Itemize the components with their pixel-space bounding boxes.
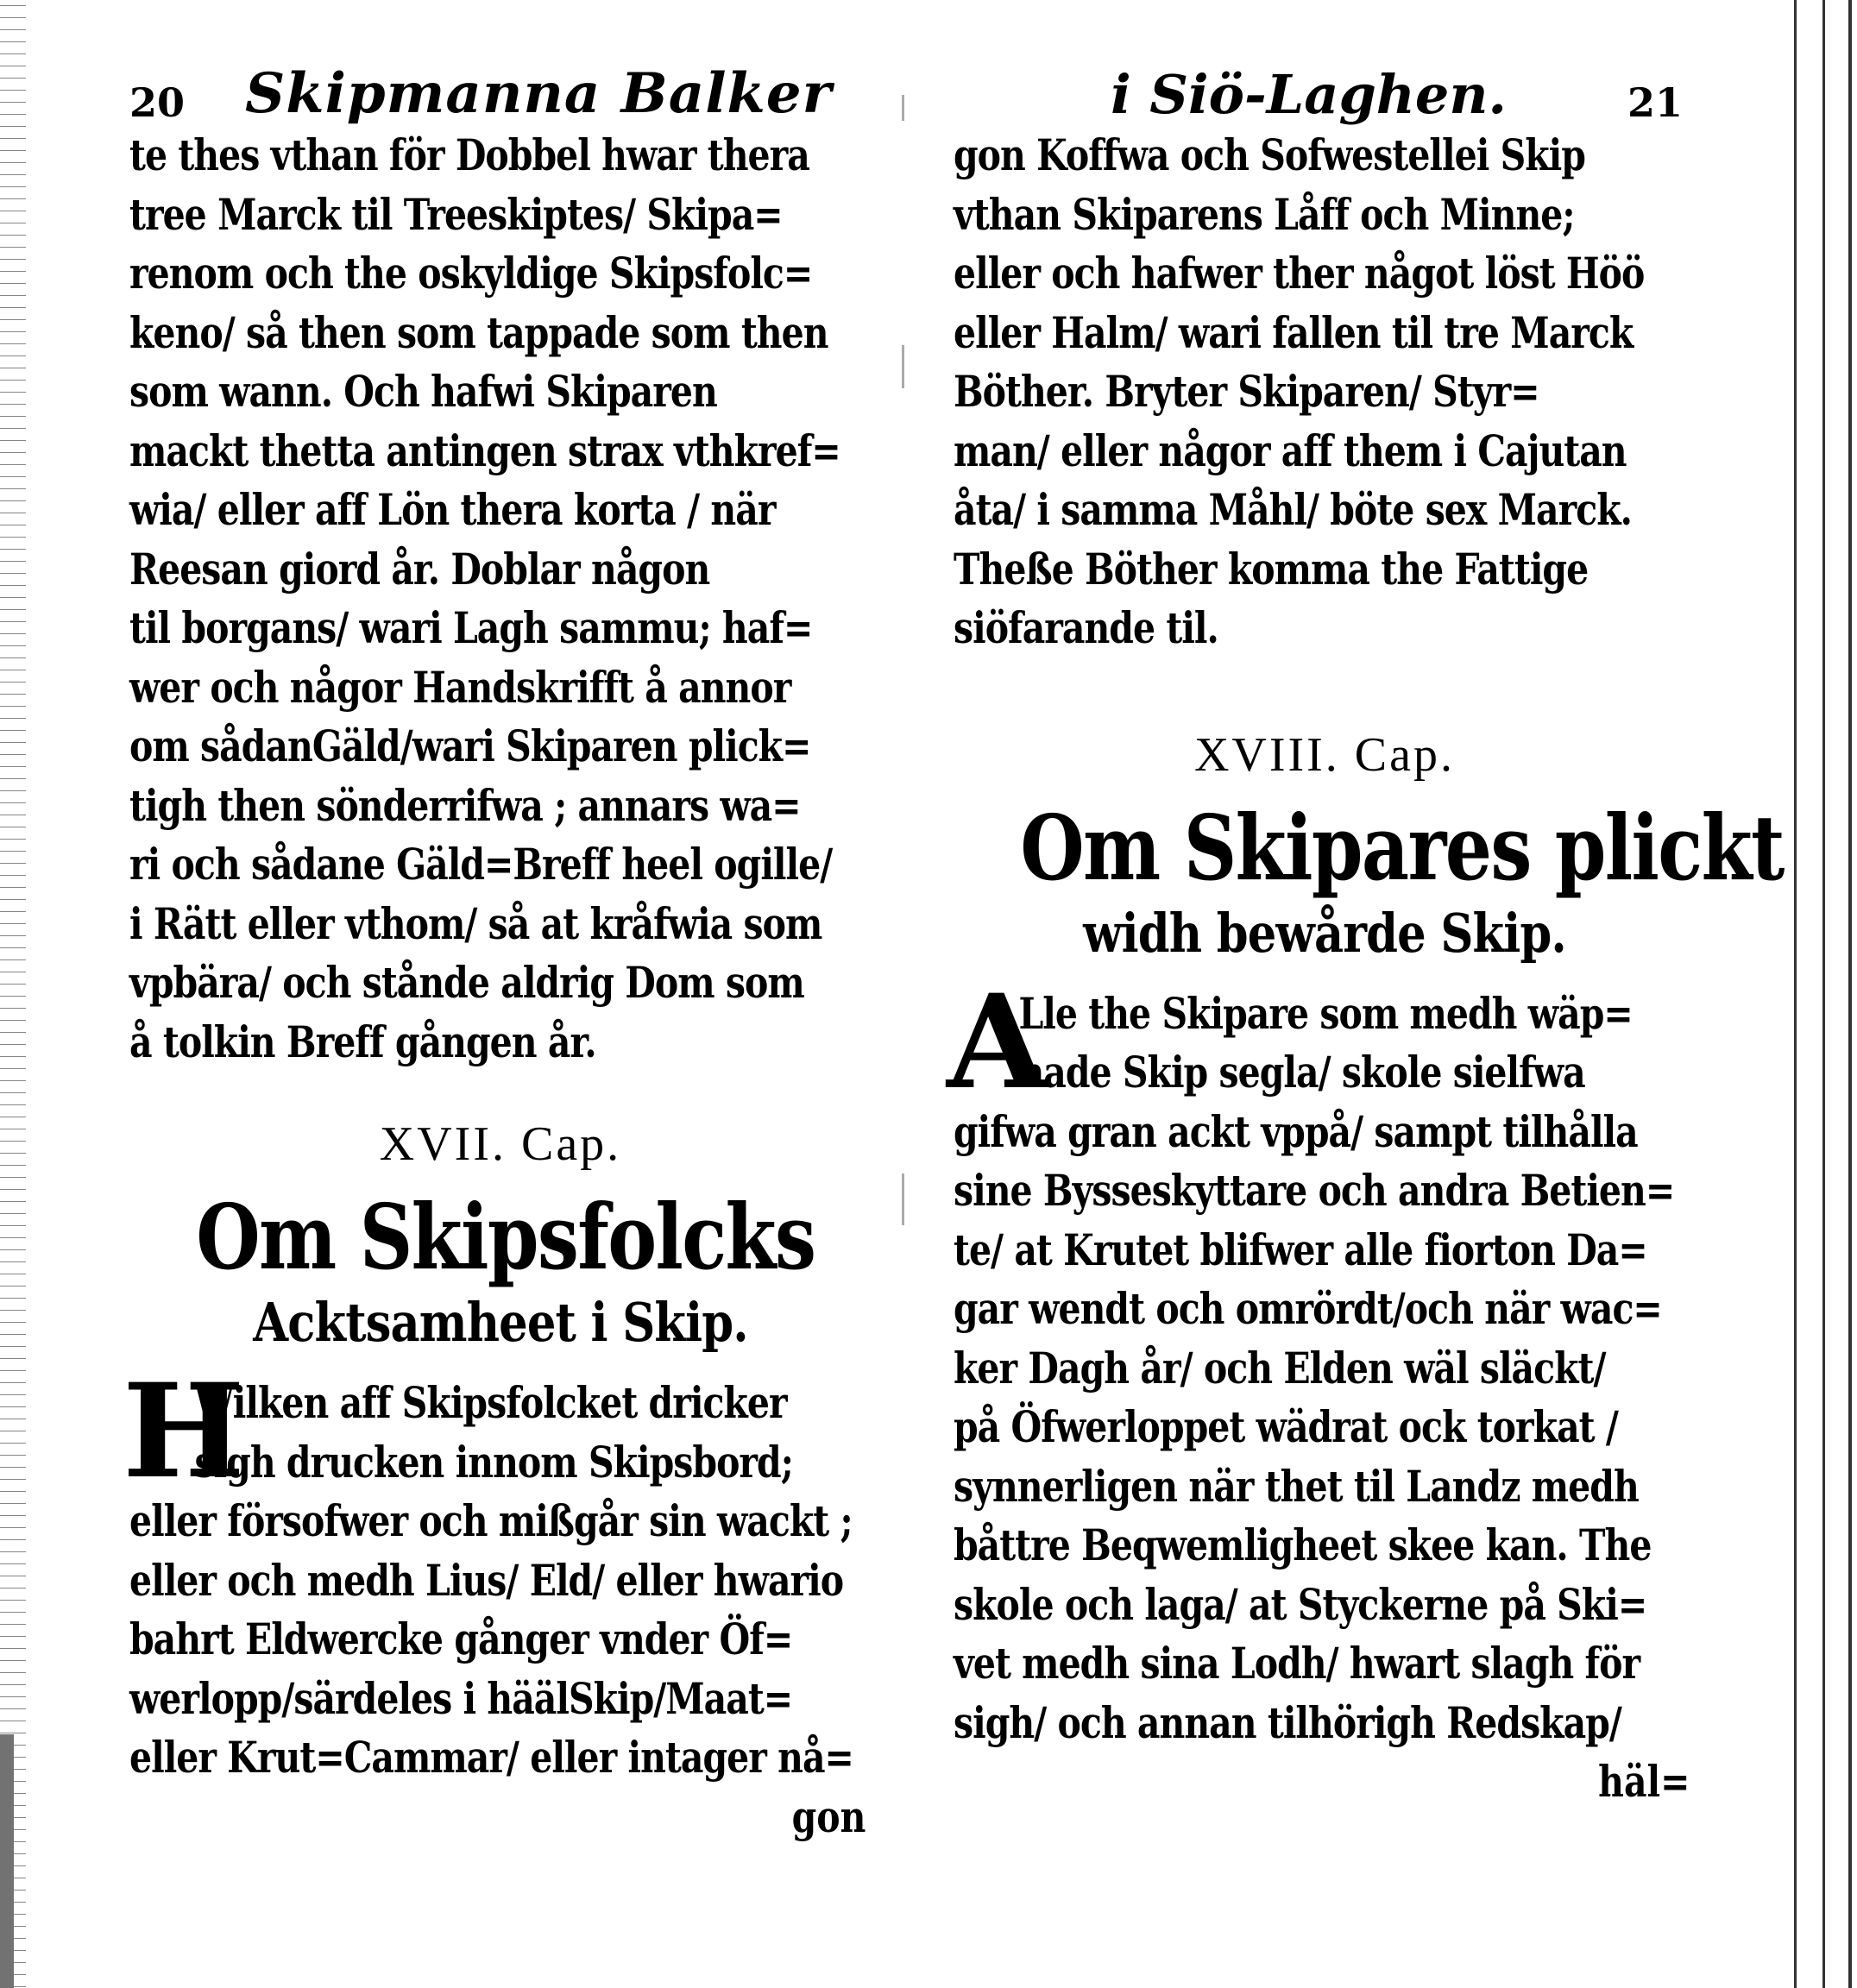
- text-line: tigh then sönderrifwa ; annars wa=: [129, 779, 801, 831]
- page-number: 20: [129, 79, 186, 126]
- gutter-mark: [902, 345, 904, 388]
- text-line: ri och sådane Gäld=Breff heel ogille/: [129, 839, 833, 890]
- text-block: [954, 126, 1696, 658]
- text-line: synnerligen när thet til Landz medh: [954, 1460, 1639, 1512]
- text-line: sigh/ och annan tilhörigh Redskap/: [954, 1696, 1621, 1748]
- chapter-body: [947, 966, 1696, 1753]
- chapter-title: Om Skipares plickt: [1020, 794, 1784, 901]
- text-line: te/ at Krutet blifwer alle fiorton Da=: [954, 1224, 1647, 1275]
- running-head: [129, 52, 872, 126]
- text-line: eller och hafwer ther något löst Höö: [954, 248, 1645, 299]
- text-line: vet medh sina Lodh/ hwart slagh för: [954, 1638, 1640, 1689]
- catchword: häl=: [1598, 1756, 1690, 1807]
- text-line: Theße Böther komma the Fattige: [954, 543, 1589, 595]
- text-line: man/ eller någor aff them i Cajutan: [954, 425, 1627, 476]
- text-line: werlopp/särdeles i häälSkip/Maat=: [129, 1672, 793, 1724]
- text-line: eller Krut=Cammar/ eller intager nå=: [129, 1732, 853, 1783]
- text-line: eller och medh Lius/ Eld/ eller hwario: [129, 1554, 844, 1606]
- text-line: som wann. Och hafwi Skiparen: [129, 366, 717, 417]
- text-line: wer och någor Handskrifft å annor: [129, 661, 791, 713]
- text-line: bahrt Eldwercke gånger vnder Öf=: [129, 1614, 793, 1664]
- text-line: Lle the Skipare som medh wäp=: [1018, 987, 1633, 1039]
- chapter-title: Om Skipsfolcks: [196, 1184, 815, 1290]
- text-line: skole och laga/ at Styckerne på Ski=: [954, 1578, 1647, 1630]
- text-line: tree Marck til Treeskiptes/ Skipa=: [129, 188, 783, 240]
- text-line: eller Halm/ wari fallen til tre Marck: [954, 306, 1634, 358]
- text-line: mackt thetta antingen strax vthkref=: [129, 425, 840, 476]
- page-number: 21: [1627, 79, 1683, 126]
- text-line: Böther. Bryter Skiparen/ Styr=: [954, 366, 1539, 417]
- text-line: Wilken aff Skipsfolcket dricker: [194, 1377, 787, 1428]
- chapter-number: XVII. Cap.: [379, 1117, 622, 1171]
- text-line: gar wendt och omrördt/och när wac=: [954, 1283, 1662, 1334]
- text-line: wia/ eller aff Lön thera korta / när: [129, 484, 776, 535]
- text-line: båttre Beqwemligheet skee kan. The: [954, 1519, 1652, 1570]
- scan-edge-right: [1794, 0, 1857, 1988]
- scan-shadow: [0, 1734, 14, 1988]
- text-line: å tolkin Breff gången år.: [129, 1016, 596, 1067]
- text-line: te thes vthan för Dobbel hwar thera: [129, 129, 809, 180]
- text-line: til borgans/ wari Lagh sammu; haf=: [129, 602, 813, 653]
- text-line: renom och the oskyldige Skipsfolc=: [129, 248, 813, 299]
- text-line: gon Koffwa och Sofwestellei Skip: [954, 129, 1585, 180]
- text-line: på Öfwerloppet wädrat ock torkat /: [954, 1401, 1618, 1452]
- text-line: nade Skip segla/ skole sielfwa: [1018, 1047, 1585, 1098]
- chapter-body: [123, 1356, 872, 1788]
- text-line: Reesan giord år. Doblar någon: [129, 543, 710, 595]
- text-line: siöfarande til.: [954, 602, 1218, 653]
- text-line: i Rätt eller vthom/ så at kråfwia som: [129, 897, 822, 949]
- left-page: [123, 52, 872, 1846]
- text-line: sine Bysseskyttare och andra Betien=: [954, 1165, 1675, 1216]
- running-title: Skipmanna Balker: [245, 61, 833, 126]
- drop-cap: H: [123, 1356, 245, 1507]
- gutter-mark: [902, 95, 904, 121]
- text-block: [129, 126, 872, 1072]
- catchword: gon: [791, 1790, 866, 1842]
- text-line: åta/ i samma Måhl/ böte sex Marck.: [954, 484, 1632, 535]
- running-head: [954, 52, 1696, 126]
- right-page: [947, 52, 1784, 1811]
- text-line: vpbära/ och stånde aldrig Dom som: [129, 957, 804, 1008]
- text-line: om sådanGäld/wari Skiparen plick=: [129, 720, 811, 771]
- gutter-mark: [902, 1173, 904, 1225]
- text-line: gifwa gran ackt vppå/ sampt tilhålla: [954, 1105, 1638, 1157]
- text-line: keno/ så then som tappade som then: [129, 306, 828, 358]
- drop-cap: A: [947, 966, 1048, 1118]
- scan-edge-left: [0, 0, 26, 1988]
- chapter-number: XVIII. Cap.: [1193, 727, 1456, 782]
- chapter-subtitle: Acktsamheet i Skip.: [253, 1291, 748, 1354]
- text-line: ker Dagh år/ och Elden wäl släckt/: [954, 1342, 1606, 1393]
- chapter-subtitle: widh bewårde Skip.: [1083, 901, 1566, 965]
- text-line: vthan Skiparens Låff och Minne;: [954, 188, 1575, 240]
- text-line: sigh drucken innom Skipsbord;: [194, 1436, 793, 1488]
- text-line: eller försofwer och mißgår sin wackt ;: [129, 1495, 853, 1546]
- running-title: i Siö-Laghen.: [1111, 63, 1507, 126]
